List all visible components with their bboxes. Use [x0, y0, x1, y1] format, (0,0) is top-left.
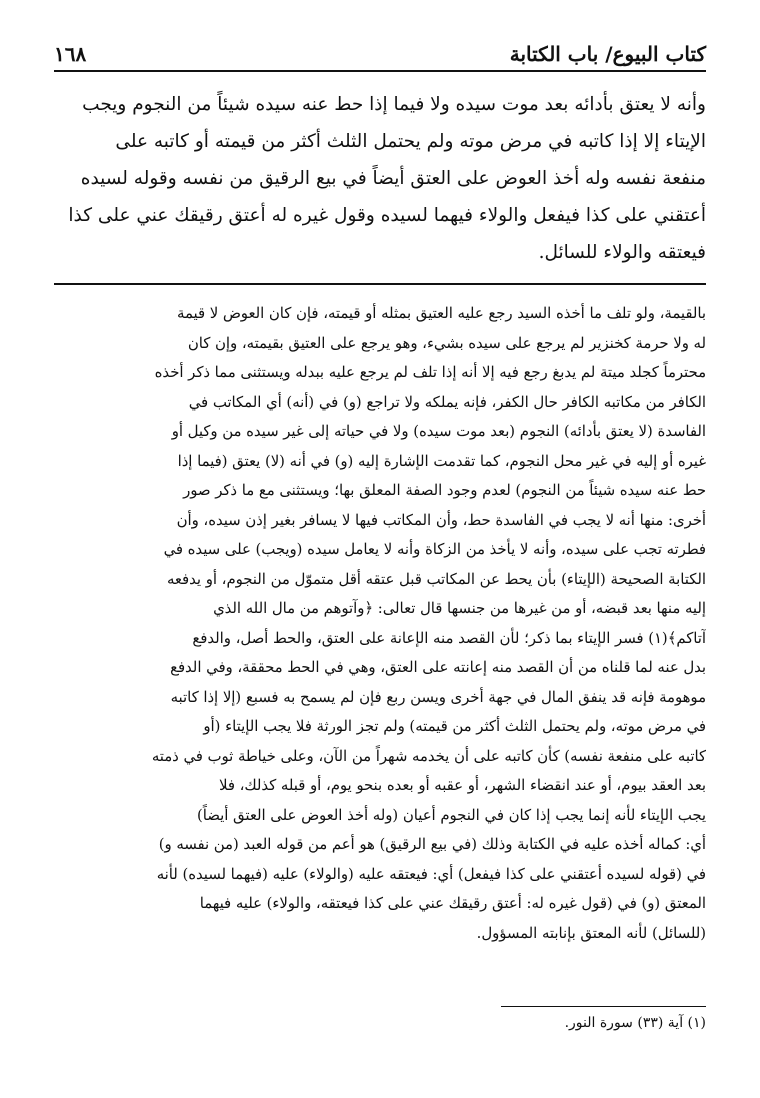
main-text-line: منفعة نفسه وله أخذ العوض على العتق أيضاً في بيع الرقيق من نفسه وقوله لسيده: [80, 168, 706, 189]
commentary-line: إليه منها بعد قبضه، أو من غيرها من جنسها قال تعالى: ﴿وآتوهم من مال الله الذي: [213, 600, 706, 617]
commentary-line: الكتابة الصحيحة (الإيتاء) بأن يحط عن المكاتب قبل عتقه أقل متموّل من النجوم، أو يدفعه: [166, 570, 706, 588]
page-number: ١٦٨: [54, 42, 87, 66]
commentary-line: له ولا حرمة كخنزير لم يرجع على سيده بشيء، وهو يرجع على العتيق بقيمته، وإن كان: [187, 334, 706, 352]
commentary-line: فطرته تجب على سيده، وأنه لا يأخذ من الزكاة وأنه لا يعامل سيده (ويجب) على سيده في: [163, 541, 706, 558]
commentary-text: [54, 299, 706, 948]
commentary-line: كاتبه على منفعة نفسه) كأن كاتبه على أن يخدمه شهراً من الآن، وعلى خياطة ثوب في ذمته: [151, 747, 706, 765]
commentary-line: (للسائل) لأنه المعتق بإنابته المسؤول.: [476, 924, 706, 942]
footnote-divider: [501, 1006, 706, 1007]
footnote: (١) آية (٣٣) سورة النور.: [564, 1015, 706, 1031]
commentary-line: غيره أو إليه في غير محل النجوم، كما تقدمت الإشارة إليه (و) في أنه (لا) يعتق (فيما إذا: [177, 452, 706, 470]
page-header: [54, 36, 706, 72]
commentary-line: أي: كماله أخذه عليه في الكتابة وذلك (في بيع الرقيق) هو أعم من قوله العبد (من نفسه و): [158, 836, 706, 853]
commentary-line: في مرض موته، ولم يحتمل الثلث أكثر من قيمته) ولم تجز الورثة فلا يجب الإيتاء (أو: [203, 718, 706, 735]
chapter-title: كتاب البيوع/ باب الكتابة: [509, 42, 706, 66]
main-text-line: وأنه لا يعتق بأدائه بعد موت سيده ولا فيما إذا حط عنه سيده شيئاً من النجوم ويجب: [82, 94, 706, 115]
commentary-line: المعتق (و) في (قول غيره له: أعتق رقيقك عني على كذا فيعتقه، والولاء) عليه فيهما: [199, 895, 706, 912]
main-text-line: الإيتاء إلا إذا كاتبه في مرض موته ولم يحتمل الثلث أكثر من قيمته أو كاتبه على: [115, 131, 706, 152]
commentary-line: يجب الإيتاء لأنه إنما يجب إذا كان في النجوم أعيان (وله أخذ العوض على العتق أيضاً): [197, 806, 706, 824]
commentary-line: الفاسدة (لا يعتق بأدائه) النجوم (بعد موت سيده) ولا في حياته إلى غير سيده من وكيل أو: [171, 423, 706, 440]
main-text-line: فيعتقه والولاء للسائل.: [538, 242, 706, 263]
commentary-line: بالقيمة، ولو تلف ما أخذه السيد رجع عليه العتيق بمثله أو قيمته، فإن كان العوض لا قيمة: [177, 305, 706, 322]
commentary-line: بعد العقد بيوم، أو عند انقضاء الشهر، أو عقبه أو بعده بنحو يوم، أو قبله كذلك، فلا: [219, 777, 706, 794]
commentary-line: أخرى: منها أنه لا يجب في الفاسدة حط، وأن المكاتب فيها لا يسافر بغير إذن سيده، وأن: [176, 511, 706, 529]
section-divider: [54, 283, 706, 285]
commentary-line: حط عنه سيده شيئاً من النجوم) لعدم وجود الصفة المعلق بها؛ ويستثنى مع ما ذكر صور: [183, 482, 706, 499]
commentary-line: موهومة فإنه قد ينفق المال في جهة أخرى ويسن ربع فإن لم يسمح به فسبع (إلا إذا كاتبه: [170, 688, 706, 706]
book-page: [54, 36, 706, 1031]
commentary-line: في (قوله لسيده أعتقني على كذا فيفعل) أي: فيعتقه عليه (والولاء) عليه (فيهما لسيده) لأنه: [156, 865, 706, 883]
commentary-line: بدل عنه لما قلناه من أن القصد منه إعانته على العتق، وهي في الحط محققة، وفي الدفع: [170, 659, 706, 676]
commentary-line: آتاكم﴾(١) فسر الإيتاء بما ذكر؛ لأن القصد منه الإعانة على العتق، والحط أصل، والدفع: [192, 629, 706, 647]
main-text: [54, 86, 706, 271]
commentary-line: الكافر من مكاتبه الكافر حال الكفر، فإنه يملكه ولا تراجع (و) في (أنه) أي المكاتب في: [188, 393, 706, 411]
commentary-line: محترماً كجلد ميتة لم يدبغ رجع فيه إلا أنه إذا تلف لم يرجع عليه ببدله ويستثنى مما ذكر أخذه: [154, 364, 706, 381]
main-text-line: أعتقني على كذا فيفعل والولاء فيهما لسيده وقول غيره له أعتق رقيقك عني على كذا: [68, 205, 706, 226]
